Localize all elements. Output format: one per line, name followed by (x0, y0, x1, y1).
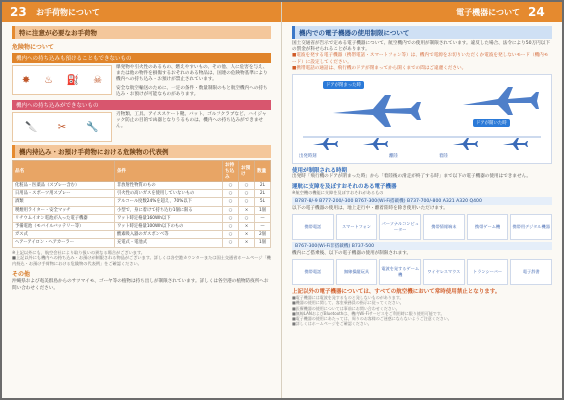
device-item: トランシーバー (467, 259, 509, 285)
other-heading: その他 (12, 271, 31, 279)
knife-icon: 🔪 (25, 121, 38, 133)
table-cell: 2L (255, 190, 271, 198)
always-prohibited-heading: 上記以外の電子機器については、すべての航空機において常時使用禁止となります。 (292, 289, 501, 296)
footnote: ■機器の使用に関して、客室乗務員の指示に従ってください。 (292, 300, 404, 306)
airplane-icon (463, 87, 539, 115)
dangerous-desc: 爆発物や引火性のあるもの、燃えやすいもの、その他、人に危害を与え、または他の物件を損傷するおそれのある物品は、国連の危険物基準により機内への持ち込み・お預けが禁止されています。 (116, 65, 268, 83)
device-item: 携帯情報端末 (423, 214, 465, 240)
aircraft-text: 機内にご搭乗後、以下の電子機器の使用が制限されます。 (292, 251, 412, 257)
other-text: 沖縄県および奄美群島からのサツマイモ、ゴーヤ等の植物は持ち出しが制限されています。詳しくは各空港の植物防疫所へお問い合わせください。 (12, 279, 269, 291)
table-cell: — (255, 214, 271, 222)
table-row (13, 231, 271, 239)
table-cell: ○ (239, 214, 255, 222)
footnote-list (292, 295, 552, 326)
table-cell: × (239, 206, 255, 214)
table-cell: 酸素吸入器のガスボンベ等 (114, 231, 222, 239)
table-cell: ○ (223, 239, 239, 247)
table-cell: ○ (223, 206, 239, 214)
table-row (13, 214, 271, 222)
device-item: 携帯電話 (292, 214, 334, 240)
table-cell: 非放射性物質のもの (114, 182, 222, 190)
table-cell: 1個 (255, 239, 271, 247)
restricted-note: ※航空機の機能に支障を及ぼすおそれがあるもの (292, 190, 384, 196)
toxic-icon: ☠ (93, 74, 103, 86)
table-cell: ○ (239, 198, 255, 206)
gas-cylinder-icon: ⛽ (66, 74, 80, 86)
table-cell: 引火性の高いガスを使用していないもの (114, 190, 222, 198)
scissors-icon: ✂ (57, 121, 67, 133)
table-cell: ワット時定格量160Wh以下 (114, 214, 222, 222)
section-heading: 特に注意が必要なお手荷物 (12, 26, 271, 39)
table-cell: ガス式 (13, 231, 115, 239)
table-header: 数量 (255, 161, 271, 182)
period-heading: 使用が制限される時期 (292, 168, 348, 175)
table-header-row (13, 161, 271, 182)
table-cell: 酒類 (13, 198, 115, 206)
cabin-desc: 刃物類、工具、アイススケート靴、バット、ゴルフクラブなど、ハイジャック防止の目的で凶器となりうるものは、機内への持ち込みができません。 (116, 112, 267, 130)
right-header (282, 2, 562, 22)
aircraft-type-bar: B767-300(Wi-Fi非搭載機) B737-500 (292, 242, 552, 250)
usage-timeline-diagram (292, 74, 552, 164)
table-header: お預け (239, 161, 255, 182)
timeline-label: 出発時刻 (299, 154, 317, 160)
dangerous-desc-2: 安全な航空輸送のために、一定の条件・数量制限のもと航空機内への持ち込み・お預けが可能なものがあります。 (116, 85, 268, 97)
table-row (13, 182, 271, 190)
dangerous-goods-block (12, 65, 271, 98)
wrench-icon: 🔧 (86, 121, 99, 133)
page-title: 電子機器について (456, 7, 520, 17)
table-cell: ○ (223, 198, 239, 206)
device-item: 携帯用デジタル機器 (510, 214, 552, 240)
aircraft-type-bar: B787-8/-9 B777-200/-300 B767-300(Wi-Fi搭載機) B737-700/-800 A321 A320 Q400 (292, 197, 552, 205)
table-header: 条件 (114, 161, 222, 182)
aircraft-text: 以下の電子機器の使用は、地上走行中・離着陸時を除き使用いただけます。 (292, 205, 448, 211)
door-closed-label: ドアが閉まった時 (323, 81, 364, 89)
table-cell: ○ (223, 223, 239, 231)
page-number: 23 (10, 5, 27, 19)
left-header (2, 2, 281, 22)
restricted-heading: 運航に支障を及ぼすおそれのある電子機器 (292, 184, 397, 191)
table-cell: ○ (223, 231, 239, 239)
right-page (282, 2, 562, 398)
section-heading: 機内での電子機器の使用制限について (292, 26, 552, 39)
table-cell: × (239, 223, 255, 231)
cabin-items-icons (12, 112, 112, 142)
table-cell: ○ (223, 214, 239, 222)
airplane-row (313, 138, 528, 150)
footnote: ■電子機器には電波を発するものと発しないものがあります。 (292, 295, 404, 301)
device-item: パーソナルコンピューター (379, 214, 421, 240)
table-cell: アルコール度数24%を超え、70%以下 (114, 198, 222, 206)
table-header: 品名 (13, 161, 115, 182)
subsection-heading: 危険物について (12, 44, 54, 51)
table-cell: 小型で、身に着けて持ち込む1個に限る (114, 206, 222, 214)
table-cell: ヘアーアイロン・ヘアカーラー (13, 239, 115, 247)
table-cell: ○ (239, 182, 255, 190)
table-cell: ○ (223, 182, 239, 190)
table-cell: ○ (223, 190, 239, 198)
footnote: ■詳しくはホームページをご確認ください。 (292, 321, 372, 327)
table-cell: × (239, 239, 255, 247)
footnote: ■電子機器の使用にあたっては、周りのお客様のご迷惑にならないようご注意ください。 (292, 316, 452, 322)
table-cell: ワット時定格量100Wh以下のもの (114, 223, 222, 231)
table-row (13, 206, 271, 214)
table-cell: 1個 (255, 206, 271, 214)
table-row (13, 190, 271, 198)
device-item: スマートフォン (336, 214, 378, 240)
dangerous-goods-table (12, 160, 271, 248)
table-cell: 化粧品・医薬品（スプレー含む） (13, 182, 115, 190)
timeline-label: 着陸 (439, 154, 448, 160)
table-row (13, 198, 271, 206)
cabin-banner: 機内への持ち込みができないもの (12, 100, 271, 110)
table-header: お持ち込み (223, 161, 239, 182)
timeline-label: 離陸 (389, 154, 398, 160)
device-item: ワイヤレスマウス (423, 259, 465, 285)
intro-text: 国土交通省が告示で定める電子機器について、航空機内での使用が制限されています。違反した場合、法令により50万円以下の罰金が科せられることがあります。 (292, 41, 550, 53)
device-item: 携帯ゲーム機 (467, 214, 509, 240)
warning-banner: 機内への持ち込みも預けることもできないもの (12, 53, 271, 63)
cabin-block (12, 112, 271, 142)
table-cell: 2L (255, 182, 271, 190)
left-page (2, 2, 282, 398)
page-title: お手荷物について (36, 7, 100, 17)
flame-icon: ♨ (44, 74, 54, 86)
table-note: ※上記以外にも、航空会社により取り扱いの異なる場合がございます。 (12, 249, 145, 255)
page-number: 24 (528, 5, 545, 19)
table-cell: × (239, 231, 255, 239)
device-item: 電波を発するゲーム機 (379, 259, 421, 285)
footnote: ■医療機器の使用については事前にお問い合わせください。 (292, 305, 400, 311)
booklet-spread (2, 2, 562, 398)
table-row (13, 223, 271, 231)
explosive-icon: ✸ (21, 74, 31, 86)
period-text: 出発時「飛行機のドアが閉まった時」から「着陸後の滑走が終了する時」まで以下の電子機器の使用はできません。 (292, 174, 532, 180)
table-cell: リチウムイオン電池が入った電子機器 (13, 214, 115, 222)
door-open-label: ドアが開いた時 (473, 119, 510, 127)
table-title: 機内持込み・お預け手荷物における危険物の代表例 (12, 145, 271, 158)
device-list (292, 259, 552, 285)
table-cell: — (255, 223, 271, 231)
device-list (292, 214, 552, 240)
dangerous-goods-icons (12, 65, 112, 95)
table-cell: 日用品・スポーツ用スプレー (13, 190, 115, 198)
device-item: 無線操縦玩具 (336, 259, 378, 285)
device-item: 電子辞書 (510, 259, 552, 285)
table-row (13, 239, 271, 247)
table-cell: 予備電池（モバイルバッテリー等） (13, 223, 115, 231)
table-cell: 2個 (255, 231, 271, 239)
footnote: ■無線LANおよびBluetoothは、機内Wi-Fiサービスをご利用時に限り使用可能です。 (292, 310, 445, 316)
device-item: 携帯電話 (292, 259, 334, 285)
table-cell: ○ (239, 190, 255, 198)
table-note-2: ■上記以外にも機内への持ち込み・お預けが制限される物品がございます。詳しくは各空港カウンターまたは国土交通省ホームページ「機内持込・お預け手荷物における危険物の代表例」をご確認ください。 (12, 255, 271, 266)
airplane-icon (333, 95, 421, 127)
bullet-text: ■電波を発する電子機器（携帯電話・スマートフォン等）は、機内で電源をお切りいただくか電波を発しないモード（機内モード）に設定してください。 (292, 53, 549, 65)
table-cell: 充電式・電池式 (114, 239, 222, 247)
table-cell: 喫煙用ライター・安全マッチ (13, 206, 115, 214)
table-cell: 5L (255, 198, 271, 206)
bullet-text: ■携帯電話の通話は、飛行機のドアが閉まってから開くまでの間はご遠慮ください。 (292, 65, 467, 71)
